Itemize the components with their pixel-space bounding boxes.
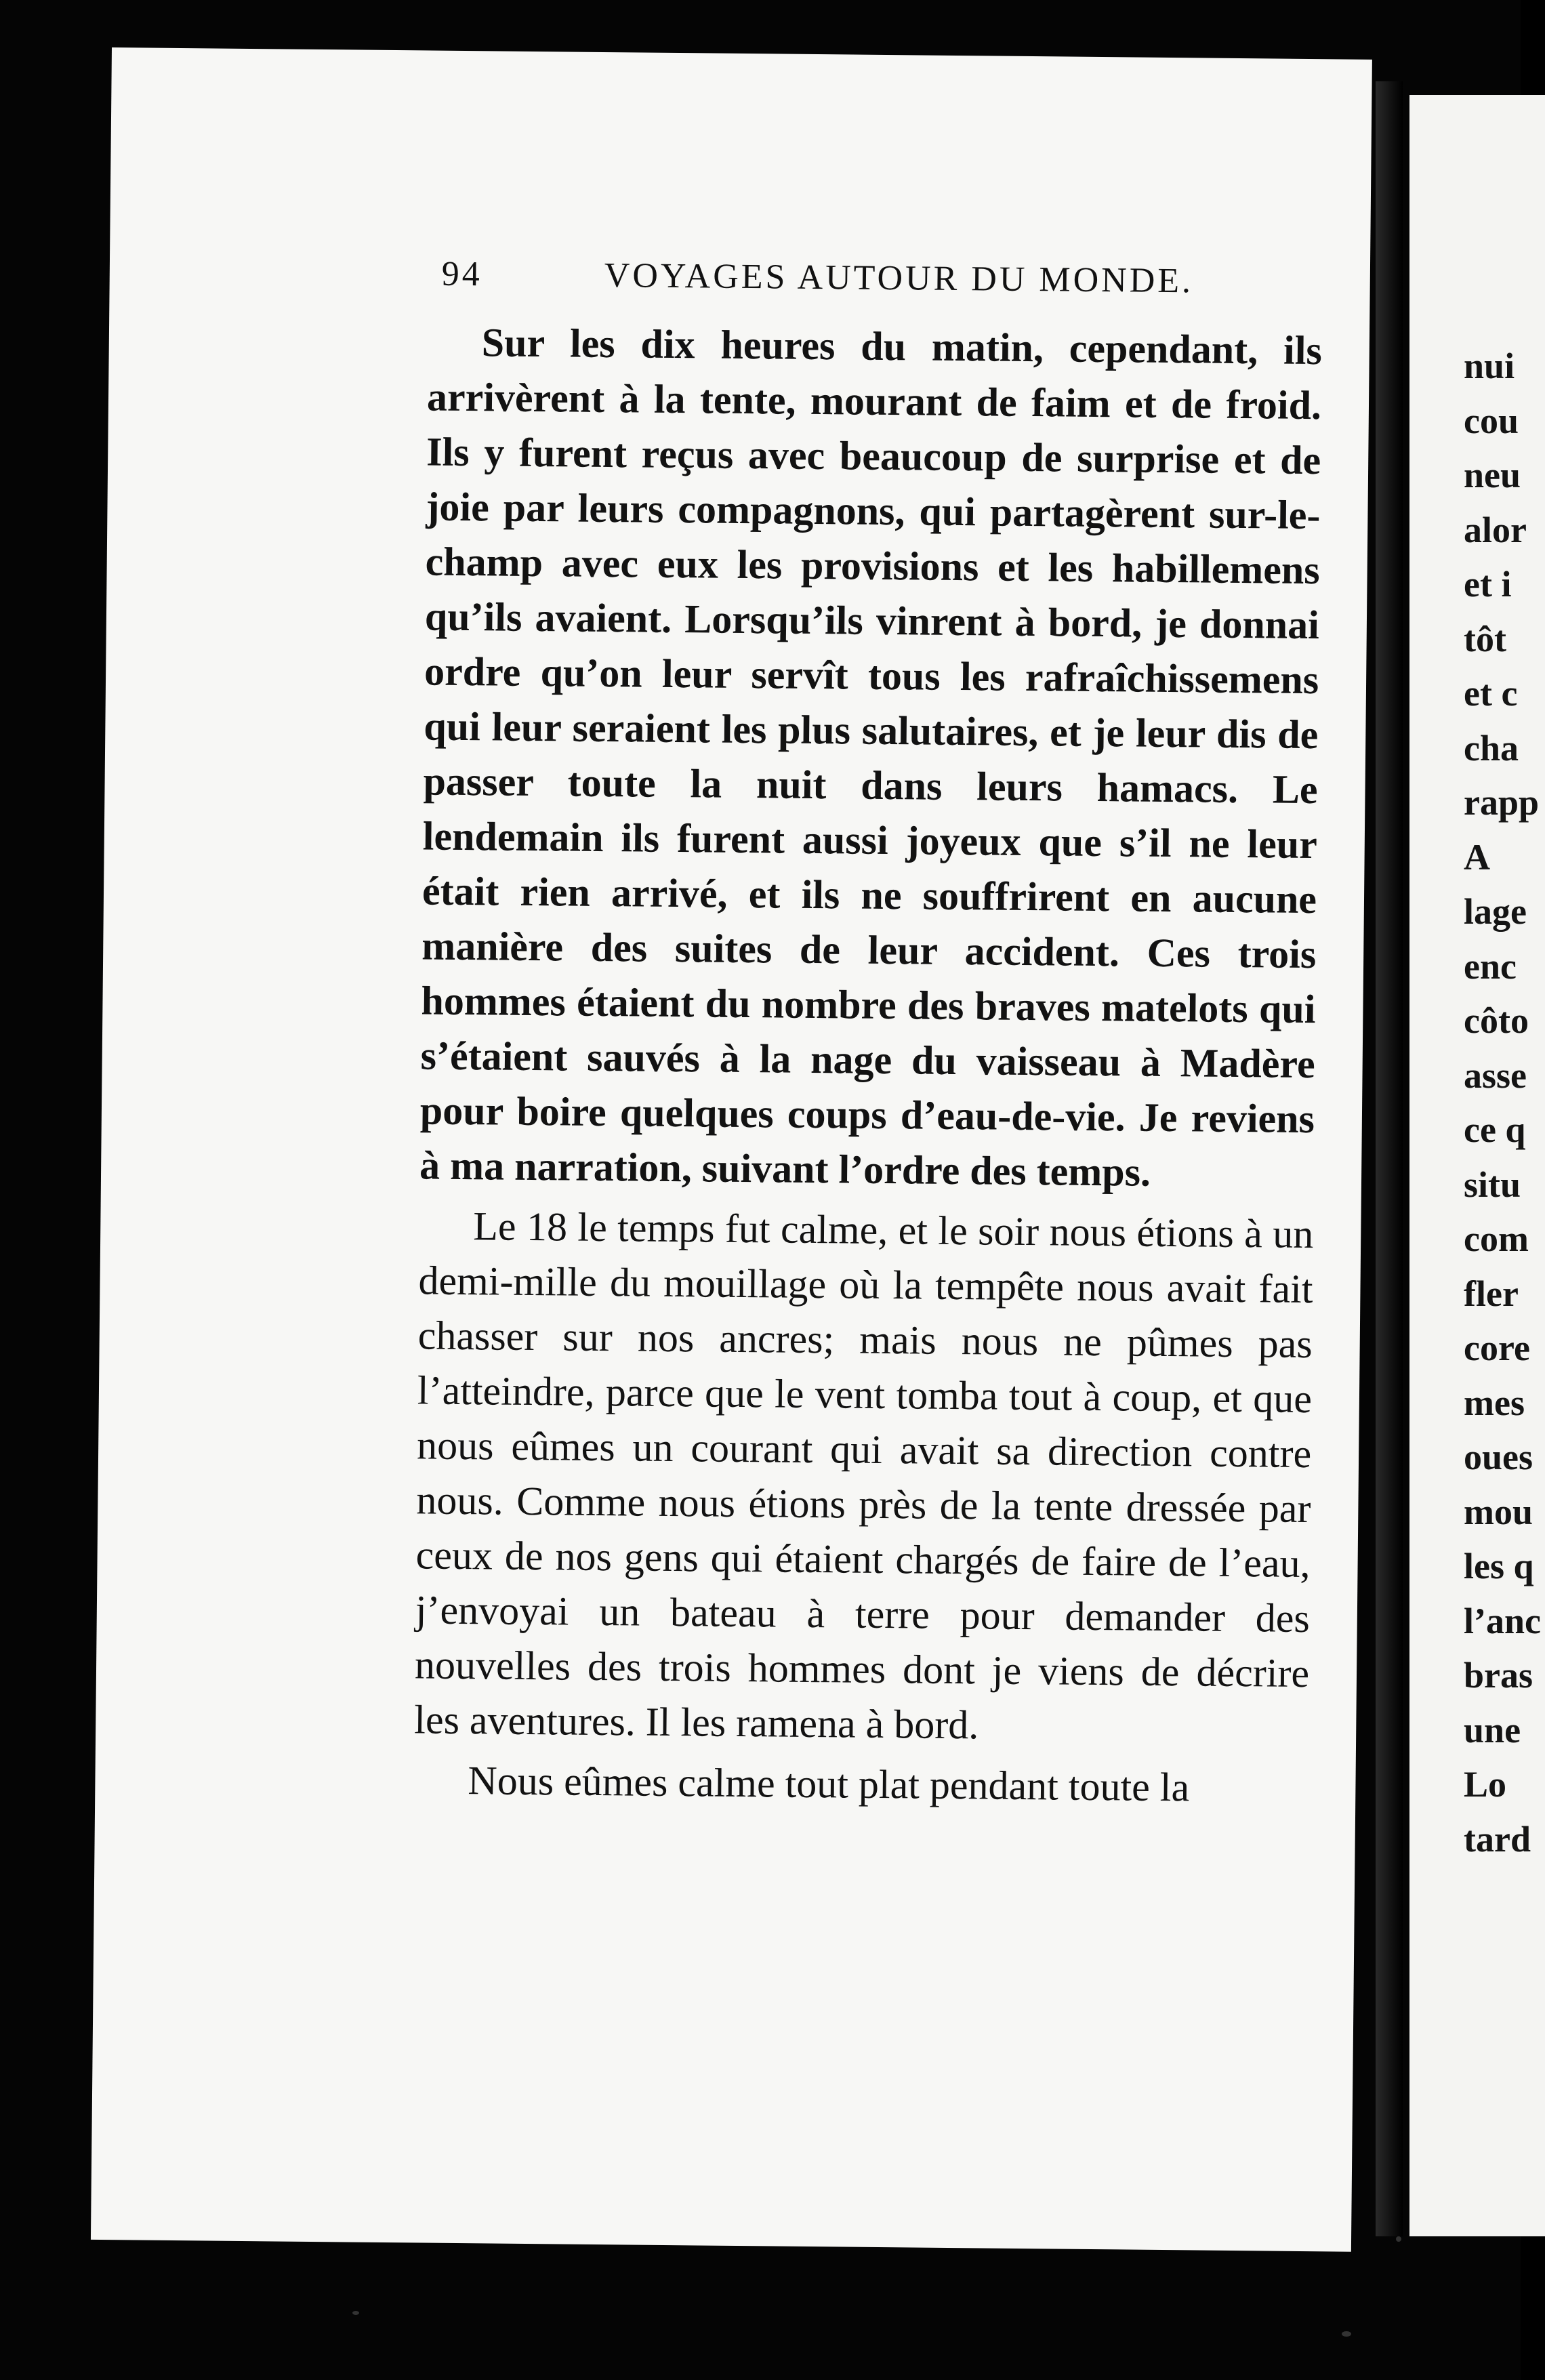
facing-line: cha: [1464, 727, 1519, 768]
facing-line: tard: [1464, 1818, 1531, 1860]
facing-line: asse: [1464, 1054, 1527, 1096]
facing-line: rapp: [1464, 782, 1540, 823]
facing-line: côto: [1464, 1000, 1529, 1041]
facing-line: situ: [1464, 1164, 1521, 1205]
facing-line: com: [1464, 1218, 1529, 1259]
facing-line: Lo: [1464, 1764, 1507, 1805]
scan-speck: [1396, 2236, 1401, 2242]
facing-page-text: [1464, 339, 1541, 1866]
facing-line: et i: [1464, 564, 1512, 604]
scan-speck: [1342, 2331, 1351, 2337]
facing-line: enc: [1464, 945, 1517, 987]
facing-line: neu: [1464, 455, 1521, 495]
running-title: VOYAGES AUTOUR DU MONDE.: [604, 255, 1194, 301]
page-header: [441, 254, 1309, 323]
facing-line: oues: [1464, 1437, 1533, 1477]
facing-line: nui: [1464, 346, 1515, 386]
facing-line: tôt: [1464, 618, 1506, 659]
facing-line: les q: [1464, 1546, 1534, 1586]
page-gutter-shadow: [1376, 81, 1403, 2236]
facing-line: lage: [1464, 891, 1527, 932]
facing-line: A: [1464, 836, 1490, 878]
left-page: [91, 47, 1372, 2252]
page-number: 94: [441, 254, 483, 294]
facing-line: l’anc: [1464, 1600, 1541, 1641]
facing-line: core: [1464, 1328, 1530, 1368]
facing-line: alor: [1464, 509, 1527, 550]
page-body: [413, 314, 1322, 1816]
facing-line: ce q: [1464, 1109, 1526, 1150]
facing-line: cou: [1464, 400, 1519, 441]
facing-line: fler: [1464, 1273, 1519, 1314]
facing-line: bras: [1464, 1655, 1533, 1696]
scan-speck: [352, 2311, 359, 2315]
paragraph-2: Le 18 le temps fut calme, et le soir nous étions à un demi-mille du mouillage où la tempête nous avait fait chasser sur nos ancres; mais nous ne pûmes pas l’atteindre, parce que le vent tomba tout à coup, et que nous eûmes un courant qui avait sa direction contre nous. Comme nous étions près de la tente dressée par ceux de nos gens qui étaient chargés de faire de l’eau, j’envoyai un bateau à terre pour demander des nouvelles des trois hommes dont je viens de décrire les aventures. Il les ramena à bord.: [414, 1204, 1314, 1748]
paragraph-3: Nous eûmes calme tout plat pendant toute la: [468, 1758, 1190, 1810]
facing-line: et c: [1464, 673, 1518, 714]
facing-line: mes: [1464, 1382, 1525, 1423]
facing-line: une: [1464, 1709, 1521, 1750]
facing-page-edge: [1409, 95, 1545, 2236]
facing-line: mou: [1464, 1491, 1533, 1532]
paragraph-1: Sur les dix heures du matin, cependant, ils arrivèrent à la tente, mourant de faim et de froid. Ils y furent reçus avec beaucoup de surprise et de joie par leurs compagnons, qui partagèrent sur-le-champ avec eux les provisions et les habillemens qu’ils avaient. Lorsqu’ils vinrent à bord, je donnai ordre qu’on leur servît tous les rafraîchissemens qui leur seraient les plus salutaires, et je leur dis de passer toute la nuit dans leurs hamacs. Le lendemain ils furent aussi joyeux que s’il ne leur était rien arrivé, et ils ne souffrirent en aucune manière des suites de leur accident. Ces trois hommes étaient du nombre des braves matelots qui s’étaient sauvés à la nage du vaisseau à Madère pour boire quelques coups d’eau-de-vie. Je reviens à ma narration, suivant l’ordre des temps.: [419, 320, 1323, 1195]
